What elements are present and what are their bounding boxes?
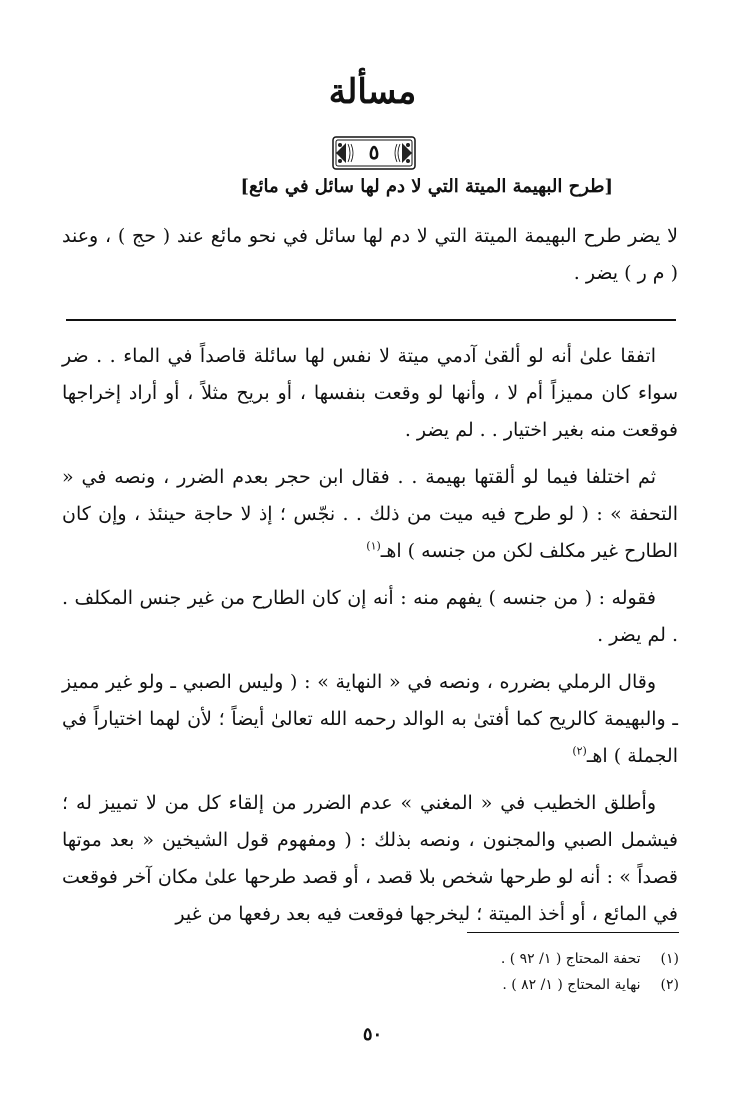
issue-number-cartouche <box>332 133 416 173</box>
paragraph-2 <box>62 459 678 570</box>
issue-number: ٥ <box>368 140 380 164</box>
issue-subtitle: [طرح البهيمة الميتة التي لا دم لها سائل في مائع] <box>240 176 613 197</box>
paragraph-1: اتفقا علىٰ أنه لو ألقىٰ آدمي ميتة لا نفس لها سائلة قاصداً في الماء . . ضر سواء كان مميزاً أم لا ، وأنها لو وقعت بنفسها ، أو بريح مثلاً ، أو أراد إخراجها فوقعت منه بغير اختيار . . لم يضر . <box>62 345 678 441</box>
footnotes <box>179 946 679 998</box>
intro-paragraph <box>62 218 678 292</box>
footnote-1-text: تحفة المحتاج ( ١/ ٩٢ ) . <box>500 951 641 967</box>
footnote-1 <box>179 946 679 972</box>
paragraph-3: فقوله : ( من جنسه ) يفهم منه : أنه إن كان الطارح من غير جنس المكلف . . لم يضر . <box>62 587 678 646</box>
paragraph-2-text: ثم اختلفا فيما لو ألقتها بهيمة . . فقال ابن حجر بعدم الضرر ، ونصه في « التحفة » : ( لو طرح فيه ميت من ذلك . . نجّس ؛ إذ لا حاجة حينئذ ، وإن كان الطارح غير مكلف لكن من جنسه ) اهـ <box>62 466 678 562</box>
paragraph-5: وأطلق الخطيب في « المغني » عدم الضرر من إلقاء كل من لا تمييز له ؛ فيشمل الصبي والمجنون ، ونصه بذلك : ( ومفهوم قول الشيخين « بعد موتها قصداً » : أنه لو طرحها شخص بلا قصد ، أو قصد طرحها علىٰ مكان آخر فوقعت في المائع ، أو أخذ الميتة ؛ ليخرجها فوقعت فيه بعد رفعها من غير <box>62 792 678 925</box>
paragraph-4-text: وقال الرملي بضرره ، ونصه في « النهاية » : ( وليس الصبي ـ ولو غير مميز ـ والبهيمة كالريح كما أفتىٰ به الوالد رحمه الله تعالىٰ أيضاً ؛ لأن لهما اختياراً في الجملة ) اهـ <box>62 671 678 767</box>
section-divider <box>66 319 676 321</box>
footnote-ref-1[interactable]: (١) <box>366 539 381 553</box>
footnote-2 <box>179 972 679 998</box>
section-heading-word: مسألة <box>328 72 417 112</box>
intro-text: لا يضر طرح البهيمة الميتة التي لا دم لها سائل في نحو مائع عند ( حج ) ، وعند ( م ر ) يضر . <box>62 225 678 284</box>
footnote-divider <box>467 932 679 933</box>
footnote-2-text: نهاية المحتاج ( ١/ ٨٢ ) . <box>502 977 641 993</box>
page-number: ٥٠ <box>362 1024 383 1045</box>
footnote-1-number: (١) <box>660 951 679 967</box>
commentary-body <box>62 338 678 943</box>
paragraph-4 <box>62 664 678 775</box>
footnote-2-number: (٢) <box>660 977 679 993</box>
footnote-ref-2[interactable]: (٢) <box>572 744 587 758</box>
